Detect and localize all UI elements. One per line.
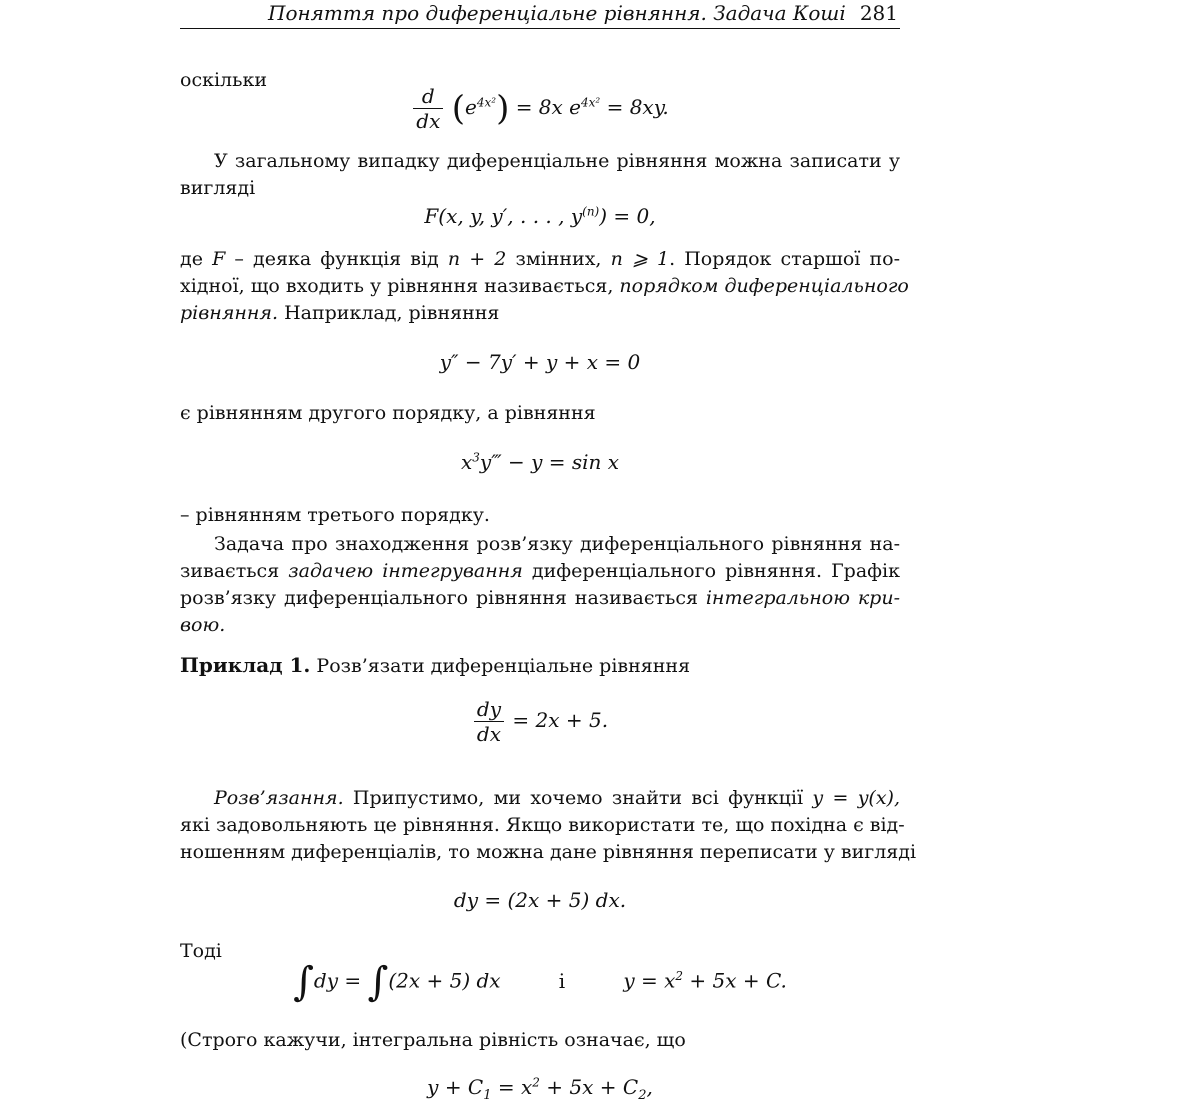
paragraph-line: які задовольняють це рівняння. Якщо використати те, що похідна є від- [180,814,905,836]
example-heading: Приклад 1. Розв’язати диференціальне рівняння [180,653,691,677]
paragraph-line: ношенням диференціалів, то можна дане рівняння переписати у вигляді [180,841,917,863]
paragraph-line: (Строго кажучи, інтегральна рівність означає, що [180,1029,686,1051]
paragraph-line: де F – деяка функція від n + 2 змінних, n ⩾ 1. Порядок старшої по- [180,248,901,270]
equation-integration: ∫dy = ∫(2x + 5) dx і $y = x^2 + 5x + C$. [293,959,787,1005]
paragraph-line: Тоді [180,940,222,962]
paragraph-line: розв’язку диференціального рівняння називається інтегральною кри- [180,587,900,609]
page [180,0,917,1103]
fraction: $\frac{dy}{dx}$ [474,697,504,746]
paragraph-line: У загальному випадку диференціальне рівняння можна записати у [214,150,900,172]
running-header [180,0,900,29]
paragraph-line: рівняння. Наприклад, рівняння [180,302,500,324]
equation-general-form: F(x, y, y′, . . . , $y^{(n)}) = 0$, [424,204,656,228]
header-title: Поняття про диференціальне рівняння. Задача Коші [268,1,846,25]
equation-derivative-exp: $\frac{d}{dx}$ $(e^{4x^2}) = 8x$ $e^{4x^2} = 8xy$. [180,84,900,133]
paragraph-line: вою. [180,614,226,636]
equation-differential-form: dy = (2x + 5) dx. [453,888,627,912]
equation-third-order: $x^3y‴ - y = \sin x$ [460,450,620,474]
page-number: 281 [859,1,898,25]
equation-example: $\frac{dy}{dx}$ = 2x + 5. [180,697,900,746]
paragraph-line: Задача про знаходження розв’язку диференціального рівняння на- [214,533,900,555]
equation-constants: $y + C_1 = x^2 + 5x + C_2$, [427,1075,653,1103]
paragraph-line: зивається задачею інтегрування диференціального рівняння. Графік [180,560,900,582]
paragraph-line: Розв’язання. Припустимо, ми хочемо знайти всі функції y = y(x), [214,787,901,809]
paragraph-line: хідної, що входить у рівняння називається, порядком диференціального [180,275,909,297]
equation-second-order: y″ − 7y′ + y + x = 0 [439,350,641,374]
paragraph-line: оскільки [180,69,267,91]
fraction: $\frac{d}{dx}$ [413,84,443,133]
paragraph-line: – рівнянням третього порядку. [180,504,490,526]
paragraph-line: вигляді [180,177,256,199]
paragraph-line: є рівнянням другого порядку, а рівняння [180,402,596,424]
